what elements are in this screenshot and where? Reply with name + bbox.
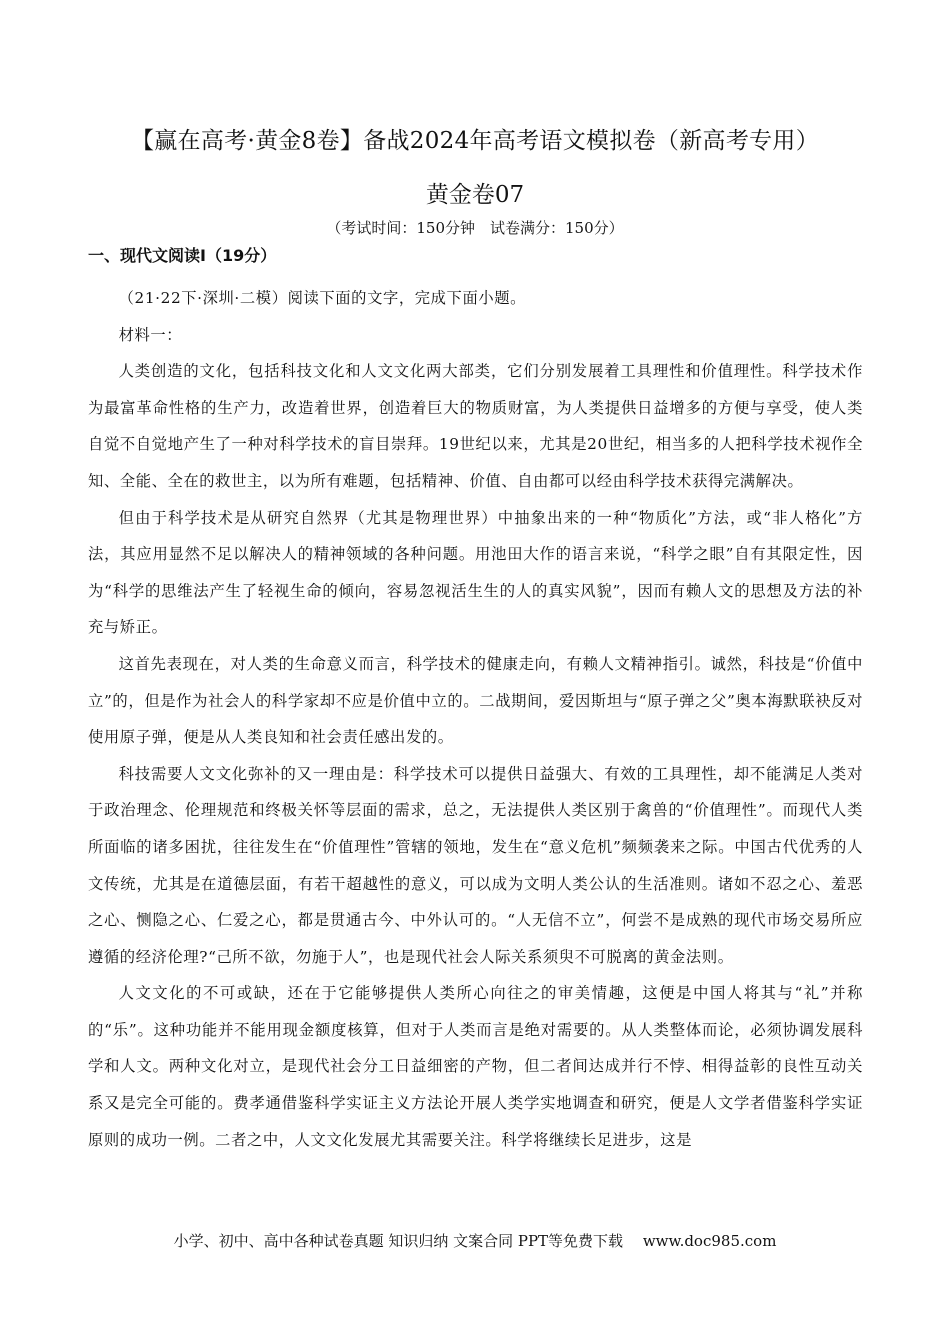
exam-subtitle: 黄金卷07	[425, 182, 525, 208]
paragraph: 人文文化的不可或缺，还在于它能够提供人类所心向往之的审美情趣，这便是中国人将其与“礼”并称的“乐”。这种功能并不能用现金额度核算，但对于人类而言是绝对需要的。从人类整体而论，必须协调发展科学和人文。两种文化对立，是现代社会分工日益细密的产物，但二者间达成并行不悖、相得益彰的良性互动关系又是完全可能的。费孝通借鉴科学实证主义方法论开展人类学实地调查和研究，便是人文学者借鉴科学实证原则的成功一例。二者之中，人文文化发展尤其需要关注。科学将继续长足进步，这是	[88, 984, 863, 1149]
paragraph: 科技需要人文文化弥补的又一理由是：科学技术可以提供日益强大、有效的工具理性，却不能满足人类对于政治理念、伦理规范和终极关怀等层面的需求，总之，无法提供人类区别于禽兽的“价值理性”。而现代人类所面临的诸多困扰，往往发生在“价值理性”管辖的领地，发生在“意义危机”频频袭来之际。中国古代优秀的人文传统，尤其是在道德层面，有若干超越性的意义，可以成为文明人类公认的生活准则。诸如不忍之心、羞恶之心、恻隐之心、仁爱之心，都是贯通古今、中外认可的。“人无信不立”，何尝不是成熟的现代市场交易所应遵循的经济伦理?“己所不欲，勿施于人”，也是现代社会人际关系须臾不可脱离的黄金法则。	[88, 764, 863, 966]
paragraph: 但由于科学技术是从研究自然界（尤其是物理世界）中抽象出来的一种“物质化”方法，或“非人格化”方法，其应用显然不足以解决人的精神领域的各种问题。用池田大作的语言来说，“科学之眼”自有其限定性，因为“科学的思维法产生了轻视生命的倾向，容易忽视活生生的人的真实风貌”，因而有赖人文的思想及方法的补充与矫正。	[88, 508, 863, 637]
source-line: （21·22下·深圳·二模）阅读下面的文字，完成下面小题。	[118, 289, 527, 307]
page-footer: 小学、初中、高中各种试卷真题 知识归纳 文案合同 PPT等免费下载 www.doc985.com	[173, 1232, 777, 1250]
reading-passage	[88, 280, 863, 1158]
material-label: 材料一：	[118, 325, 183, 344]
exam-title: 【赢在高考·黄金8卷】备战2024年高考语文模拟卷（新高考专用）	[130, 128, 820, 154]
exam-info: （考试时间：150分钟 试卷满分：150分）	[326, 219, 624, 237]
paragraph: 这首先表现在，对人类的生命意义而言，科学技术的健康走向，有赖人文精神指引。诚然，科技是“价值中立”的，但是作为社会人的科学家却不应是价值中立的。二战期间，爱因斯坦与“原子弹之父”奥本海默联袂反对使用原子弹，便是从人类良知和社会责任感出发的。	[88, 654, 863, 747]
section-heading: 一、现代文阅读Ⅰ（19分）	[88, 246, 277, 265]
paragraph: 人类创造的文化，包括科技文化和人文文化两大部类，它们分别发展着工具理性和价值理性。科学技术作为最富革命性格的生产力，改造着世界，创造着巨大的物质财富，为人类提供日益增多的方便与享受，使人类自觉不自觉地产生了一种对科学技术的盲目崇拜。19世纪以来，尤其是20世纪，相当多的人把科学技术视作全知、全能、全在的救世主，以为所有难题，包括精神、价值、自由都可以经由科学技术获得完满解决。	[88, 362, 863, 490]
